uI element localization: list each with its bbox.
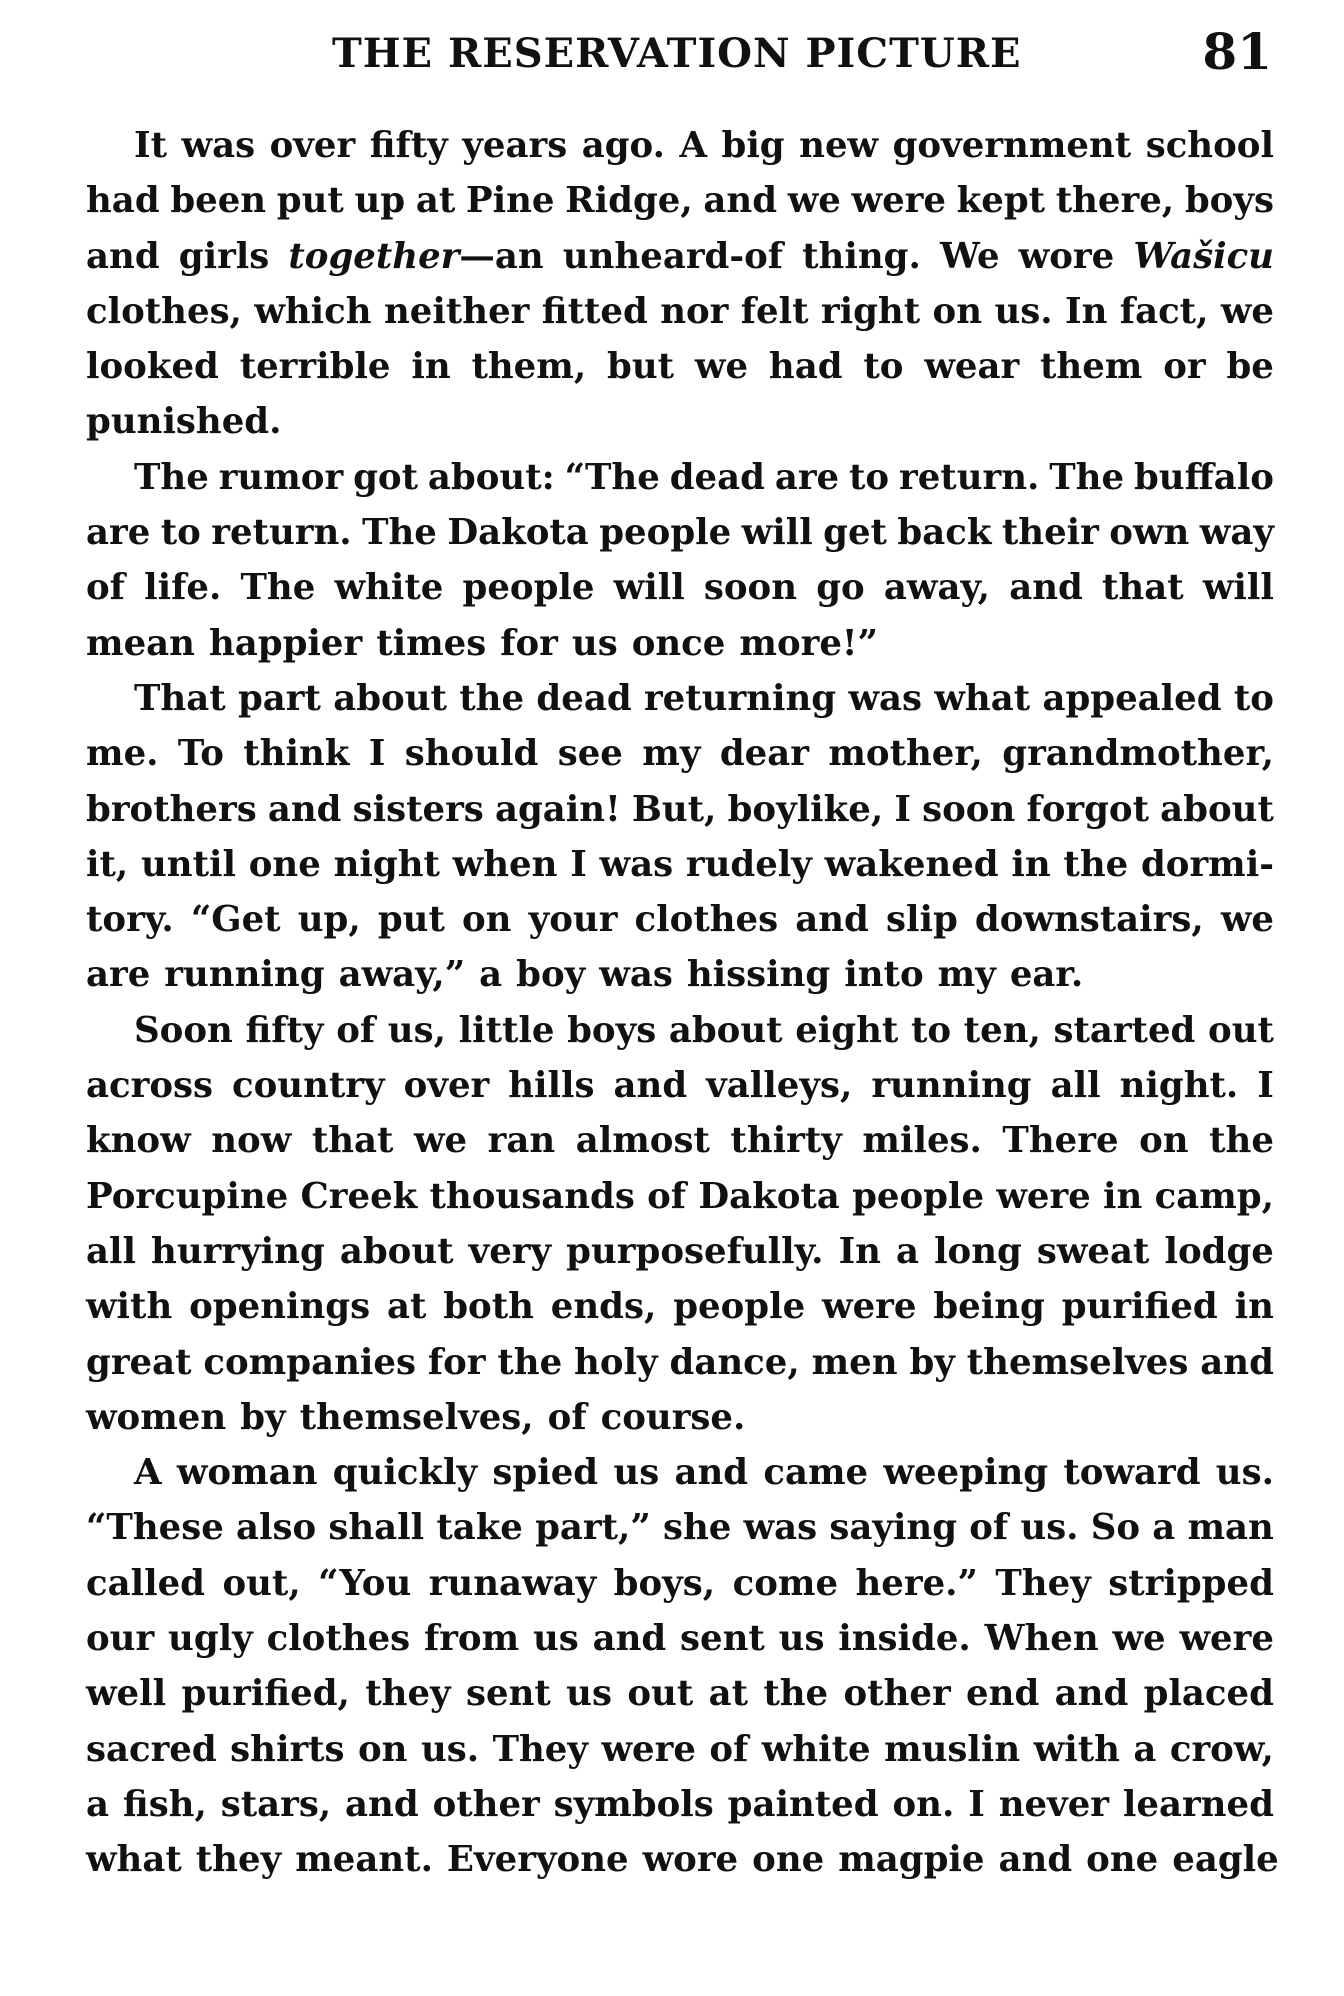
- text-line: “These also shall take part,” she was saying of us. So a man: [86, 1507, 1274, 1549]
- paragraph: [86, 1445, 1279, 1887]
- text-line: sacred shirts on us. They were of white muslin with a crow,: [86, 1728, 1274, 1770]
- paragraph: [86, 671, 1274, 1003]
- body-text: [86, 118, 1279, 1888]
- text-line: with openings at both ends, people were being purified in: [86, 1286, 1274, 1328]
- text-line: That part about the dead returning was what appealed to: [134, 677, 1274, 719]
- text-line: well purified, they sent us out at the other end and placed: [86, 1673, 1274, 1715]
- text-line: our ugly clothes from us and sent us inside. When we were: [86, 1618, 1274, 1660]
- text-line: all hurrying about very purposefully. In a long sweat lodge: [86, 1230, 1274, 1272]
- paragraph: [86, 450, 1274, 671]
- text-line: what they meant. Everyone wore one magpie and one eagle: [86, 1839, 1279, 1881]
- page-title: THE RESERVATION PICTURE: [332, 30, 1022, 77]
- text-line: Porcupine Creek thousands of Dakota people were in camp,: [86, 1175, 1274, 1217]
- text-line: brothers and sisters again! But, boylike, I soon forgot about: [86, 788, 1274, 830]
- text-line: A woman quickly spied us and came weeping toward us.: [134, 1452, 1274, 1494]
- text-line: are running away,” a boy was hissing into my ear.: [86, 954, 1084, 996]
- text-line: Soon fifty of us, little boys about eight to ten, started out: [134, 1009, 1274, 1051]
- text-line: women by themselves, of course.: [86, 1396, 746, 1438]
- text-line: are to return. The Dakota people will get back their own way: [86, 512, 1274, 554]
- paragraph: [86, 118, 1274, 450]
- text-line: punished.: [86, 401, 282, 443]
- text-line: tory. “Get up, put on your clothes and slip downstairs, we: [86, 899, 1274, 941]
- text-line: know now that we ran almost thirty miles. There on the: [86, 1120, 1274, 1162]
- text-line: it, until one night when I was rudely wakened in the dormi-: [86, 843, 1274, 885]
- text-line: of life. The white people will soon go away, and that will: [86, 567, 1274, 609]
- text-line: clothes, which neither fitted nor felt right on us. In fact, we: [86, 290, 1274, 332]
- text-line: The rumor got about: “The dead are to return. The buffalo: [134, 456, 1274, 498]
- text-line: and girls together—an unheard-of thing. We wore Wašicu: [86, 235, 1274, 277]
- text-line: called out, “You runaway boys, come here.” They stripped: [86, 1562, 1274, 1604]
- text-line: had been put up at Pine Ridge, and we were kept there, boys: [86, 180, 1274, 222]
- running-head: [0, 22, 1344, 82]
- text-line: a fish, stars, and other symbols painted on. I never learned: [86, 1783, 1274, 1825]
- text-line: across country over hills and valleys, running all night. I: [86, 1065, 1274, 1107]
- text-line: great companies for the holy dance, men by themselves and: [86, 1341, 1274, 1383]
- paragraph: [86, 1003, 1274, 1445]
- text-line: me. To think I should see my dear mother, grandmother,: [86, 733, 1274, 775]
- text-line: looked terrible in them, but we had to wear them or be: [86, 346, 1274, 388]
- text-line: mean happier times for us once more!”: [86, 622, 878, 664]
- text-line: It was over fifty years ago. A big new government school: [134, 125, 1274, 166]
- page-number: 81: [1202, 22, 1272, 81]
